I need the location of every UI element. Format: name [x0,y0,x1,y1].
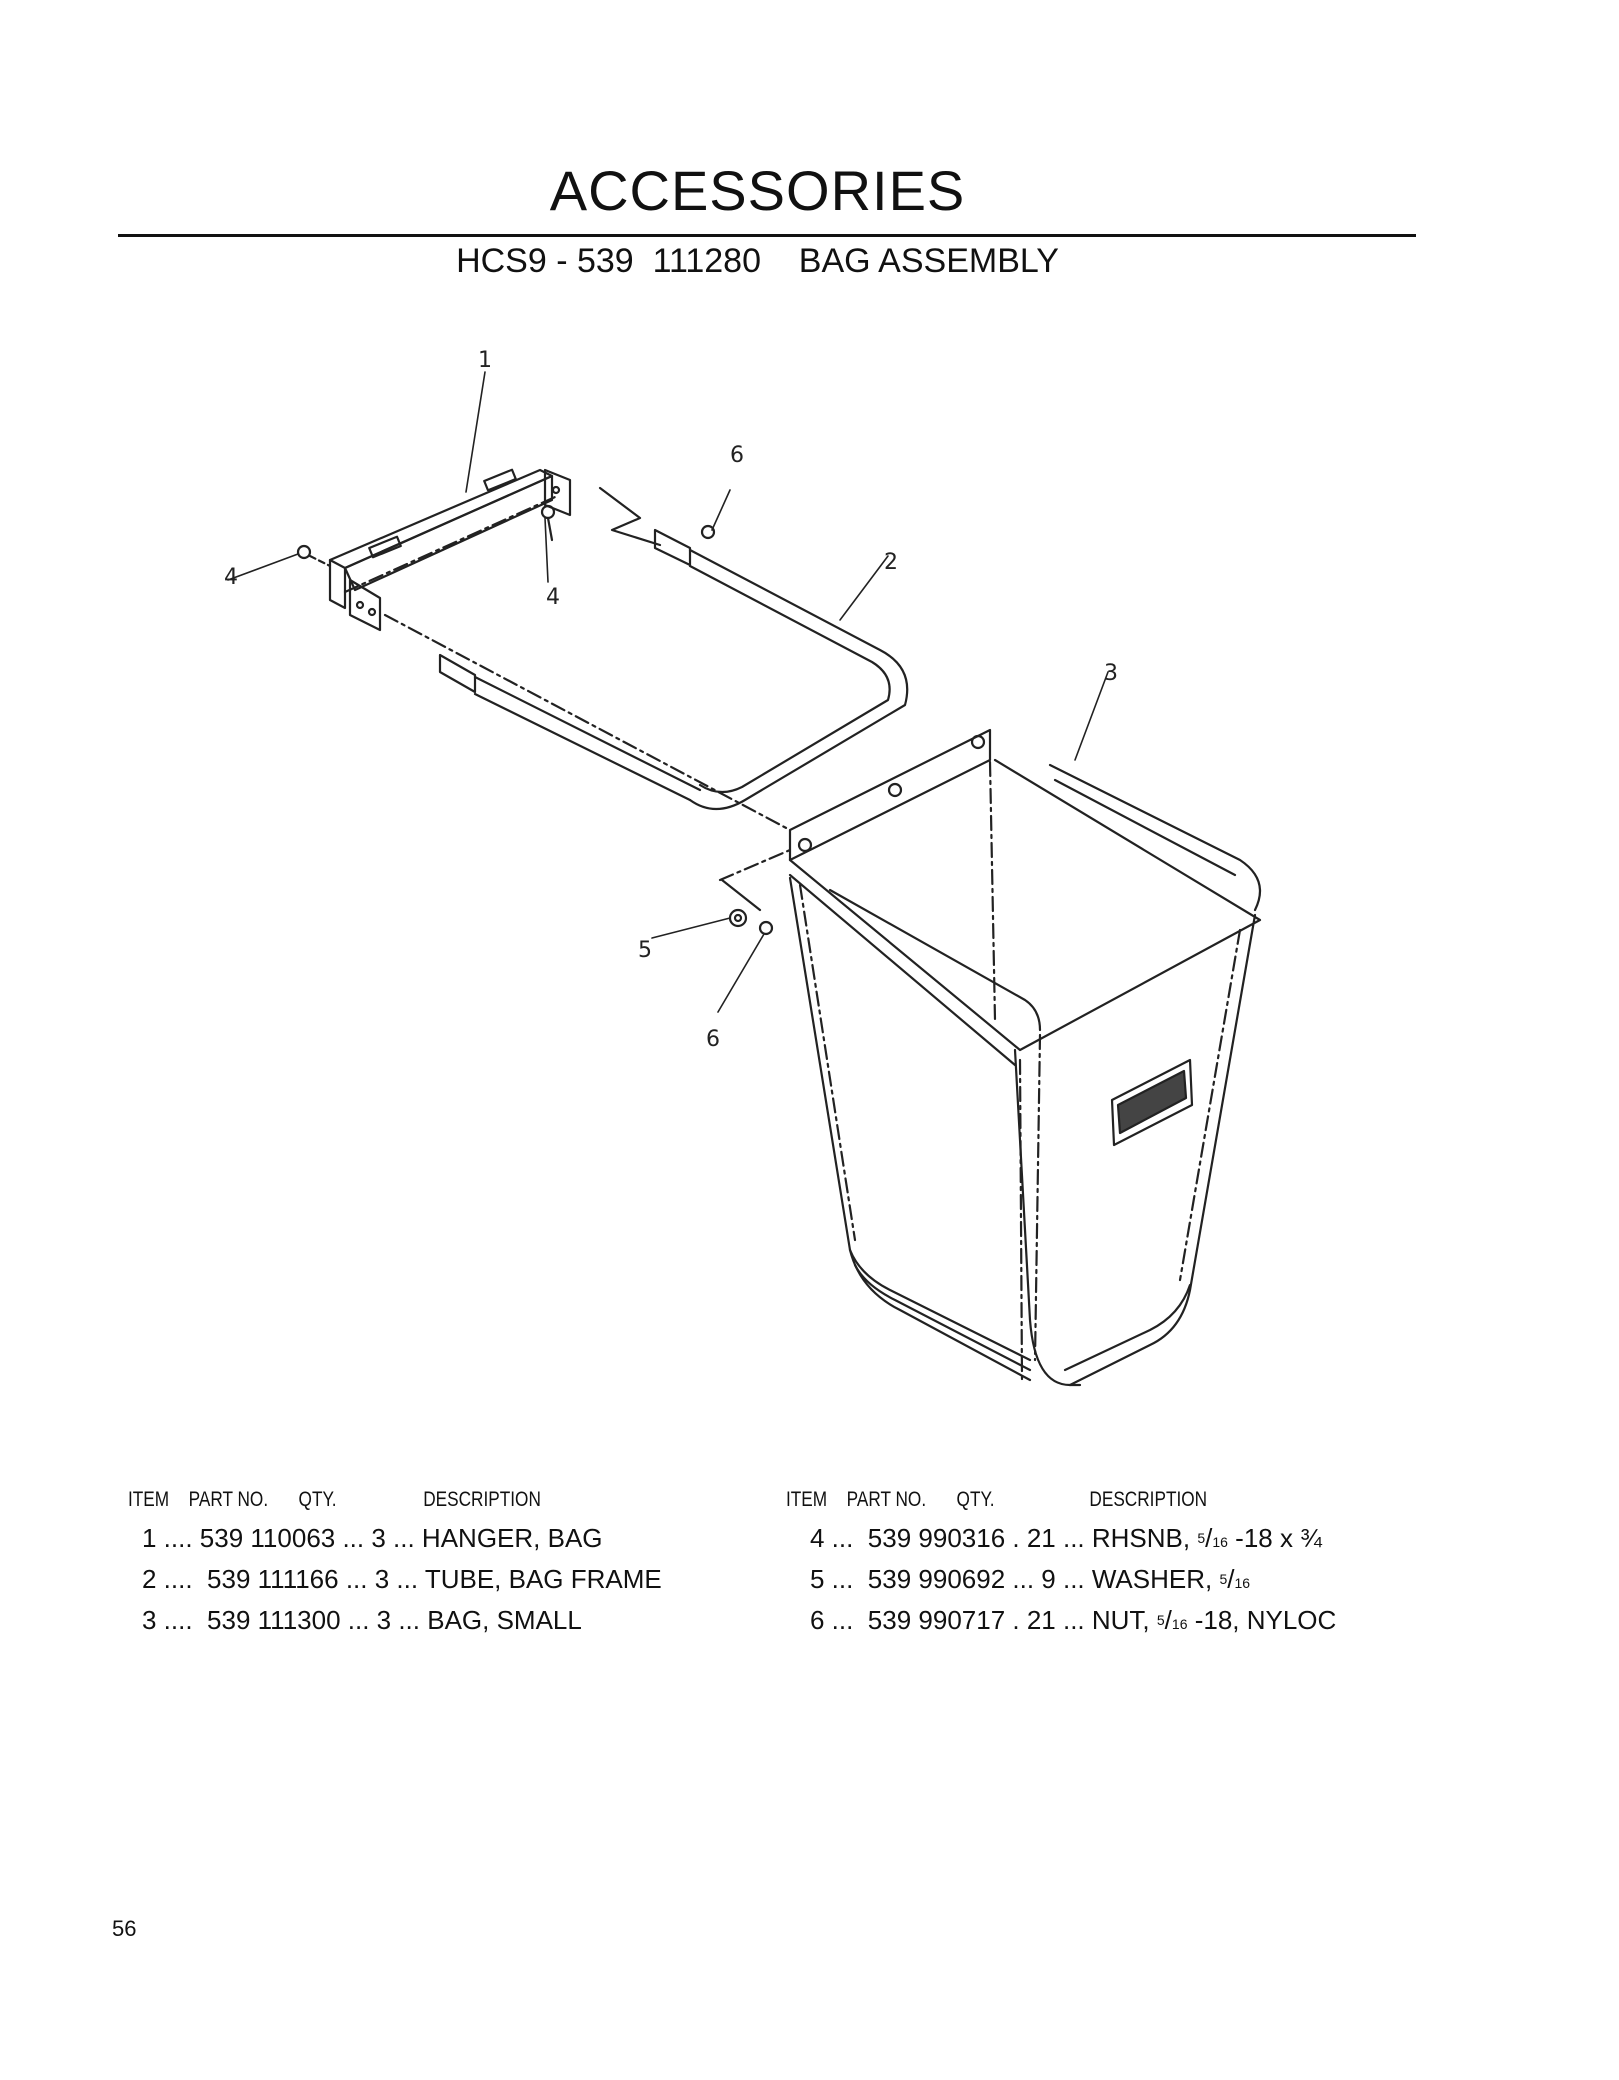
header-qty: QTY. [298,1488,337,1511]
callout-4b: 4 [546,585,560,610]
parts-list-left [128,1488,662,1641]
hanger-bag-part [330,470,660,630]
callout-6b: 6 [706,1027,720,1052]
header-part-no: PART NO. [846,1488,927,1511]
parts-header [128,1488,566,1518]
header-description: DESCRIPTION [1089,1488,1208,1511]
callout-3: 3 [1104,661,1118,686]
page-title: ACCESSORIES [549,159,966,222]
header-qty: QTY. [956,1488,995,1511]
parts-list-right [786,1488,1336,1641]
callout-4a: 4 [224,565,238,590]
assembly-subtitle: HCS9 - 539 111280 BAG ASSEMBLY [456,242,1059,280]
washer-and-nut-part [730,910,772,934]
title-rule [118,234,1416,237]
part-row: 2 .... 539 111166 ... 3 ... TUBE, BAG FRAME [142,1564,662,1594]
bag-small-part [720,730,1260,1385]
callout-2: 2 [884,550,898,575]
part-row: 4 ... 539 990316 . 21 ... RHSNB, $^5$/16 -18 x ¾ [810,1523,1322,1553]
header-description: DESCRIPTION [423,1488,541,1511]
header-item: ITEM [128,1488,170,1511]
page-number: 56 [112,1916,137,1941]
parts-header [786,1488,1237,1518]
part-row: 3 .... 539 111300 ... 3 ... BAG, SMALL [142,1605,582,1635]
callout-5: 5 [638,938,652,963]
exploded-parts-diagram [0,290,1619,1450]
header-item: ITEM [786,1488,828,1511]
callout-1: 1 [478,348,492,373]
header-part-no: PART NO. [188,1488,269,1511]
part-row: 5 ... 539 990692 ... 9 ... WASHER, $^5$/16 [810,1564,1251,1594]
part-row: 6 ... 539 990717 . 21 ... NUT, $^5$/16 -18, NYLOC [810,1605,1337,1635]
tube-bag-frame-part [385,526,907,830]
callout-6a: 6 [730,443,744,468]
part-row: 1 .... 539 110063 ... 3 ... HANGER, BAG [142,1523,603,1553]
